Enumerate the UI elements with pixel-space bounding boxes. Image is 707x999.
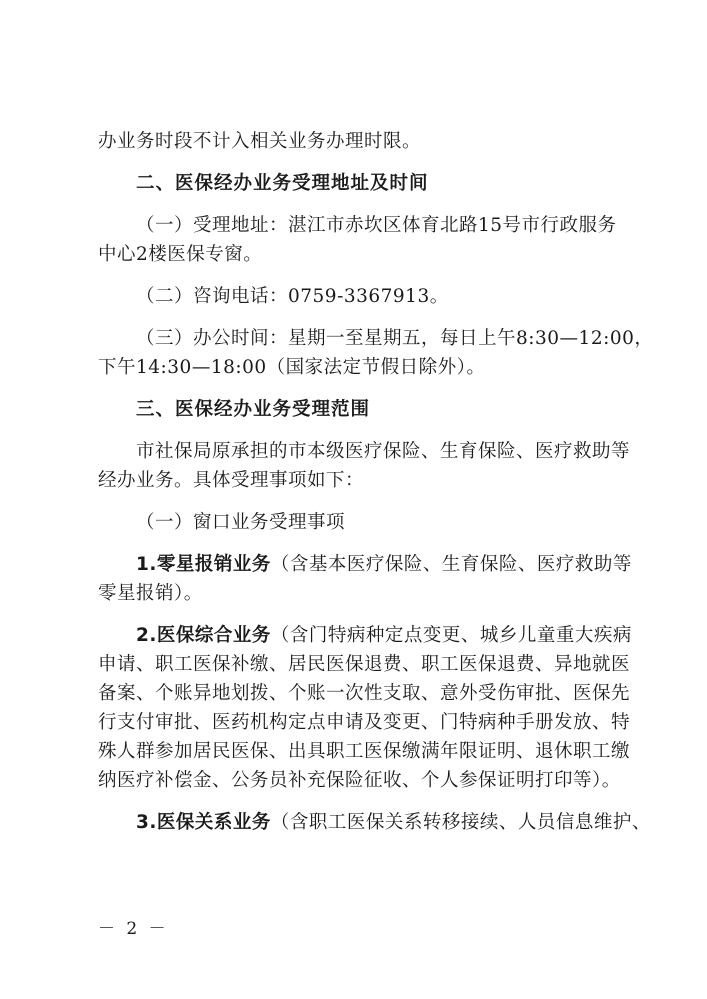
paragraph-line: 申请、职工医保补缴、居民医保退费、职工医保退费、异地就医	[98, 654, 631, 675]
subsection-heading: （一）窗口业务受理事项	[136, 512, 346, 533]
page-number: － 2 －	[98, 919, 169, 939]
paragraph-line: 1.零星报销业务（含基本医疗保险、生育保险、医疗救助等	[136, 554, 632, 575]
section-heading: 三、医保经办业务受理范围	[136, 399, 371, 420]
paragraph-line: 2.医保综合业务（含门特病种定点变更、城乡儿童重大疾病	[136, 625, 632, 646]
paragraph-line: 3.医保关系业务（含职工医保关系转移接续、人员信息维护、	[136, 812, 651, 833]
paragraph-line: 经办业务。具体受理事项如下：	[98, 470, 365, 491]
paragraph-line: 行支付审批、医药机构定点申请及变更、门特病种手册发放、特	[98, 712, 631, 733]
item-title: 3.医保关系业务	[136, 812, 271, 833]
paragraph-line: 殊人群参加居民医保、出具职工医保缴满年限证明、退休职工缴	[98, 741, 631, 762]
paragraph-line: 备案、个账异地划拨、个账一次性支取、意外受伤审批、医保先	[98, 683, 631, 704]
section-heading: 二、医保经办业务受理地址及时间	[136, 173, 429, 194]
item-title: 1.零星报销业务	[136, 554, 271, 575]
paragraph-line: 下午14:30—18:00（国家法定节假日除外）。	[98, 357, 486, 378]
paragraph-line: 纳医疗补偿金、公务员补充保险征收、个人参保证明打印等）。	[98, 770, 621, 791]
paragraph-line: 中心2楼医保专窗。	[98, 244, 263, 265]
item-title: 2.医保综合业务	[136, 625, 271, 646]
paragraph-line: 零星报销）。	[98, 583, 203, 604]
paragraph-line: （三）办公时间：星期一至星期五，每日上午8:30—12:00，	[136, 328, 654, 349]
paragraph-line: 市社保局原承担的市本级医疗保险、生育保险、医疗救助等	[136, 441, 631, 462]
paragraph-line: 办业务时段不计入相关业务办理时限。	[98, 131, 422, 152]
paragraph-line: （二）咨询电话：0759-3367913。	[136, 286, 449, 307]
paragraph-line: （一）受理地址：湛江市赤坎区体育北路15号市行政服务	[136, 215, 617, 236]
